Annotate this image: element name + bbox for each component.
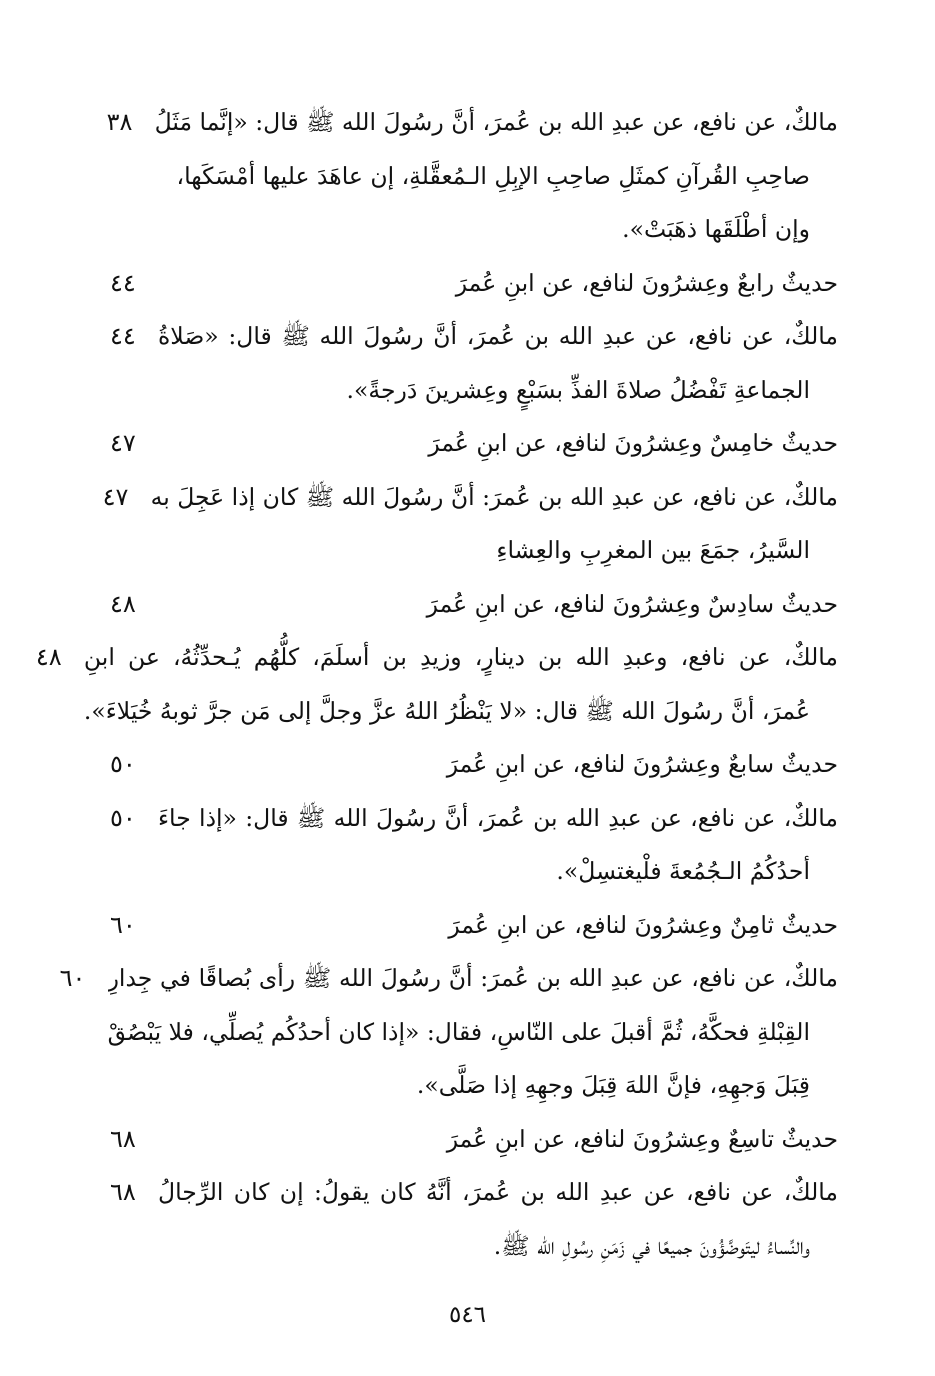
text-line: مالكٌ، عن نافع، عن عبدِ الله بن عُمرَ، أنَّ رسُولَ الله ﷺ قال: «إذا جاءَ	[158, 803, 838, 832]
text-line: مالكٌ، عن نافع، عن عبدِ الله بن عُمرَ، أنَّ رسُولَ الله ﷺ قال: «صَلاةُ	[158, 322, 838, 350]
text-line: حديثٌ تاسِعٌ وعِشرُونَ لنافع، عن ابنِ عُمرَ	[446, 1124, 838, 1153]
text-line: مالكٌ، عن نافع، وعبدِ الله بن دينارٍ، وزيدِ بن أسلَمَ، كلُّهُم يُـحدِّثُهُ، عن ابنِ	[83, 643, 838, 671]
page-number: ٥٤٦	[448, 1302, 487, 1328]
heading-text	[158, 257, 838, 311]
text-line: القِبْلةِ فحكَّهُ، ثُمَّ أقبلَ على النّاسِ، فقال: «إذا كان أحدُكُم يُصلِّي، فلا يَبْصُقْ	[107, 1017, 810, 1046]
text-line: والنِّساءُ ليتَوضَّؤُونَ جميعًا في زَمَنِ رسُولِ الله ﷺ.	[493, 1231, 810, 1260]
text-line: مالكٌ، عن نافع، عن عبدِ الله بن عُمرَ: أنَّ رسُولَ الله ﷺ كان إذا عَجِلَ به	[150, 482, 838, 511]
heading-text	[158, 1113, 838, 1167]
hadith-entry	[102, 471, 838, 578]
reference-number: ٤٧	[102, 482, 129, 511]
hadith-text	[151, 471, 838, 578]
hadith-text	[158, 310, 838, 417]
reference-number: ٤٤	[110, 268, 136, 297]
heading-text	[158, 578, 838, 632]
hadith-entry	[110, 792, 838, 899]
section-heading	[110, 257, 838, 311]
hadith-text	[158, 1166, 838, 1273]
reference-number: ٣٨	[106, 108, 133, 136]
text-line: عُمرَ، أنَّ رسُولَ الله ﷺ قال: «لا يَنْظُرُ اللهُ عزَّ وجلَّ إلى مَن جرَّ ثوبهُ خُيَلاءَ».	[83, 696, 810, 725]
section-heading	[110, 738, 838, 792]
reference-number: ٤٨	[35, 643, 62, 671]
text-line: حديثٌ خامِسٌ وعِشرُونَ لنافع، عن ابنِ عُمرَ	[428, 429, 838, 457]
section-heading	[110, 417, 838, 471]
heading-text	[158, 417, 838, 471]
hadith-entry	[59, 952, 838, 1113]
text-line: السَّيرُ، جمَعَ بين المغرِبِ والعِشاءِ	[496, 536, 810, 564]
hadith-text	[108, 952, 838, 1113]
reference-number: ٦٨	[110, 1124, 136, 1153]
text-line: حديثٌ سادِسٌ وعِشرُونَ لنافع، عن ابنِ عُمرَ	[426, 589, 838, 618]
text-line: حديثٌ ثامِنٌ وعِشرُونَ لنافع، عن ابنِ عُمرَ	[448, 910, 838, 939]
text-line: مالكٌ، عن نافع، عن عبدِ الله بن عُمرَ، أنَّهُ كان يقولُ: إن كان الرِّجالُ	[158, 1178, 838, 1206]
text-line: أحدُكُمُ الـجُمُعةَ فلْيغتسِلْ».	[556, 857, 810, 885]
reference-number: ٤٧	[110, 429, 136, 457]
text-line: وإن أطْلَقَها ذهَبَتْ».	[622, 215, 810, 243]
reference-number: ٥٠	[110, 750, 136, 778]
text-line: مالكٌ، عن نافع، عن عبدِ الله بن عُمرَ: أنَّ رسُولَ الله ﷺ رأى بُصاقًا في جِدارِ	[107, 964, 838, 992]
hadith-text	[155, 96, 838, 257]
hadith-text	[84, 631, 838, 738]
heading-text	[158, 899, 838, 953]
text-line: مالكٌ، عن نافع، عن عبدِ الله بن عُمرَ، أنَّ رسُولَ الله ﷺ قال: «إنَّما مَثَلُ	[154, 108, 838, 136]
text-line: الجماعةِ تَفْضُلُ صلاةَ الفذِّ بسَبْعٍ وعِشرينَ دَرجةً».	[346, 375, 810, 404]
hadith-text	[158, 792, 838, 899]
hadith-entry	[106, 96, 838, 257]
reference-number: ٥٠	[110, 803, 136, 832]
text-line: حديثٌ سابعٌ وعِشرُونَ لنافع، عن ابنِ عُمرَ	[446, 750, 838, 778]
text-line: حديثٌ رابعٌ وعِشرُونَ لنافع، عن ابنِ عُمرَ	[455, 268, 838, 297]
reference-number: ٦٨	[110, 1178, 136, 1206]
reference-number: ٦٠	[110, 910, 136, 939]
reference-number: ٦٠	[59, 964, 86, 992]
section-heading	[110, 1113, 838, 1167]
section-heading	[110, 578, 838, 632]
reference-number: ٤٤	[110, 322, 136, 350]
text-line: قِبَلَ وَجهِهِ، فإنَّ اللهَ قِبَلَ وجهِهِ إذا صَلَّى».	[416, 1071, 810, 1099]
page-body	[35, 96, 838, 1273]
hadith-entry	[35, 631, 838, 738]
hadith-entry	[110, 310, 838, 417]
text-line: صاحِبِ القُرآنِ كمثَلِ صاحِبِ الإبِلِ الـمُعقَّلةِ، إن عاهَدَ عليها أمْسَكَها،	[176, 161, 810, 190]
section-heading	[110, 899, 838, 953]
hadith-entry	[110, 1166, 838, 1273]
heading-text	[158, 738, 838, 792]
reference-number: ٤٨	[110, 589, 136, 618]
